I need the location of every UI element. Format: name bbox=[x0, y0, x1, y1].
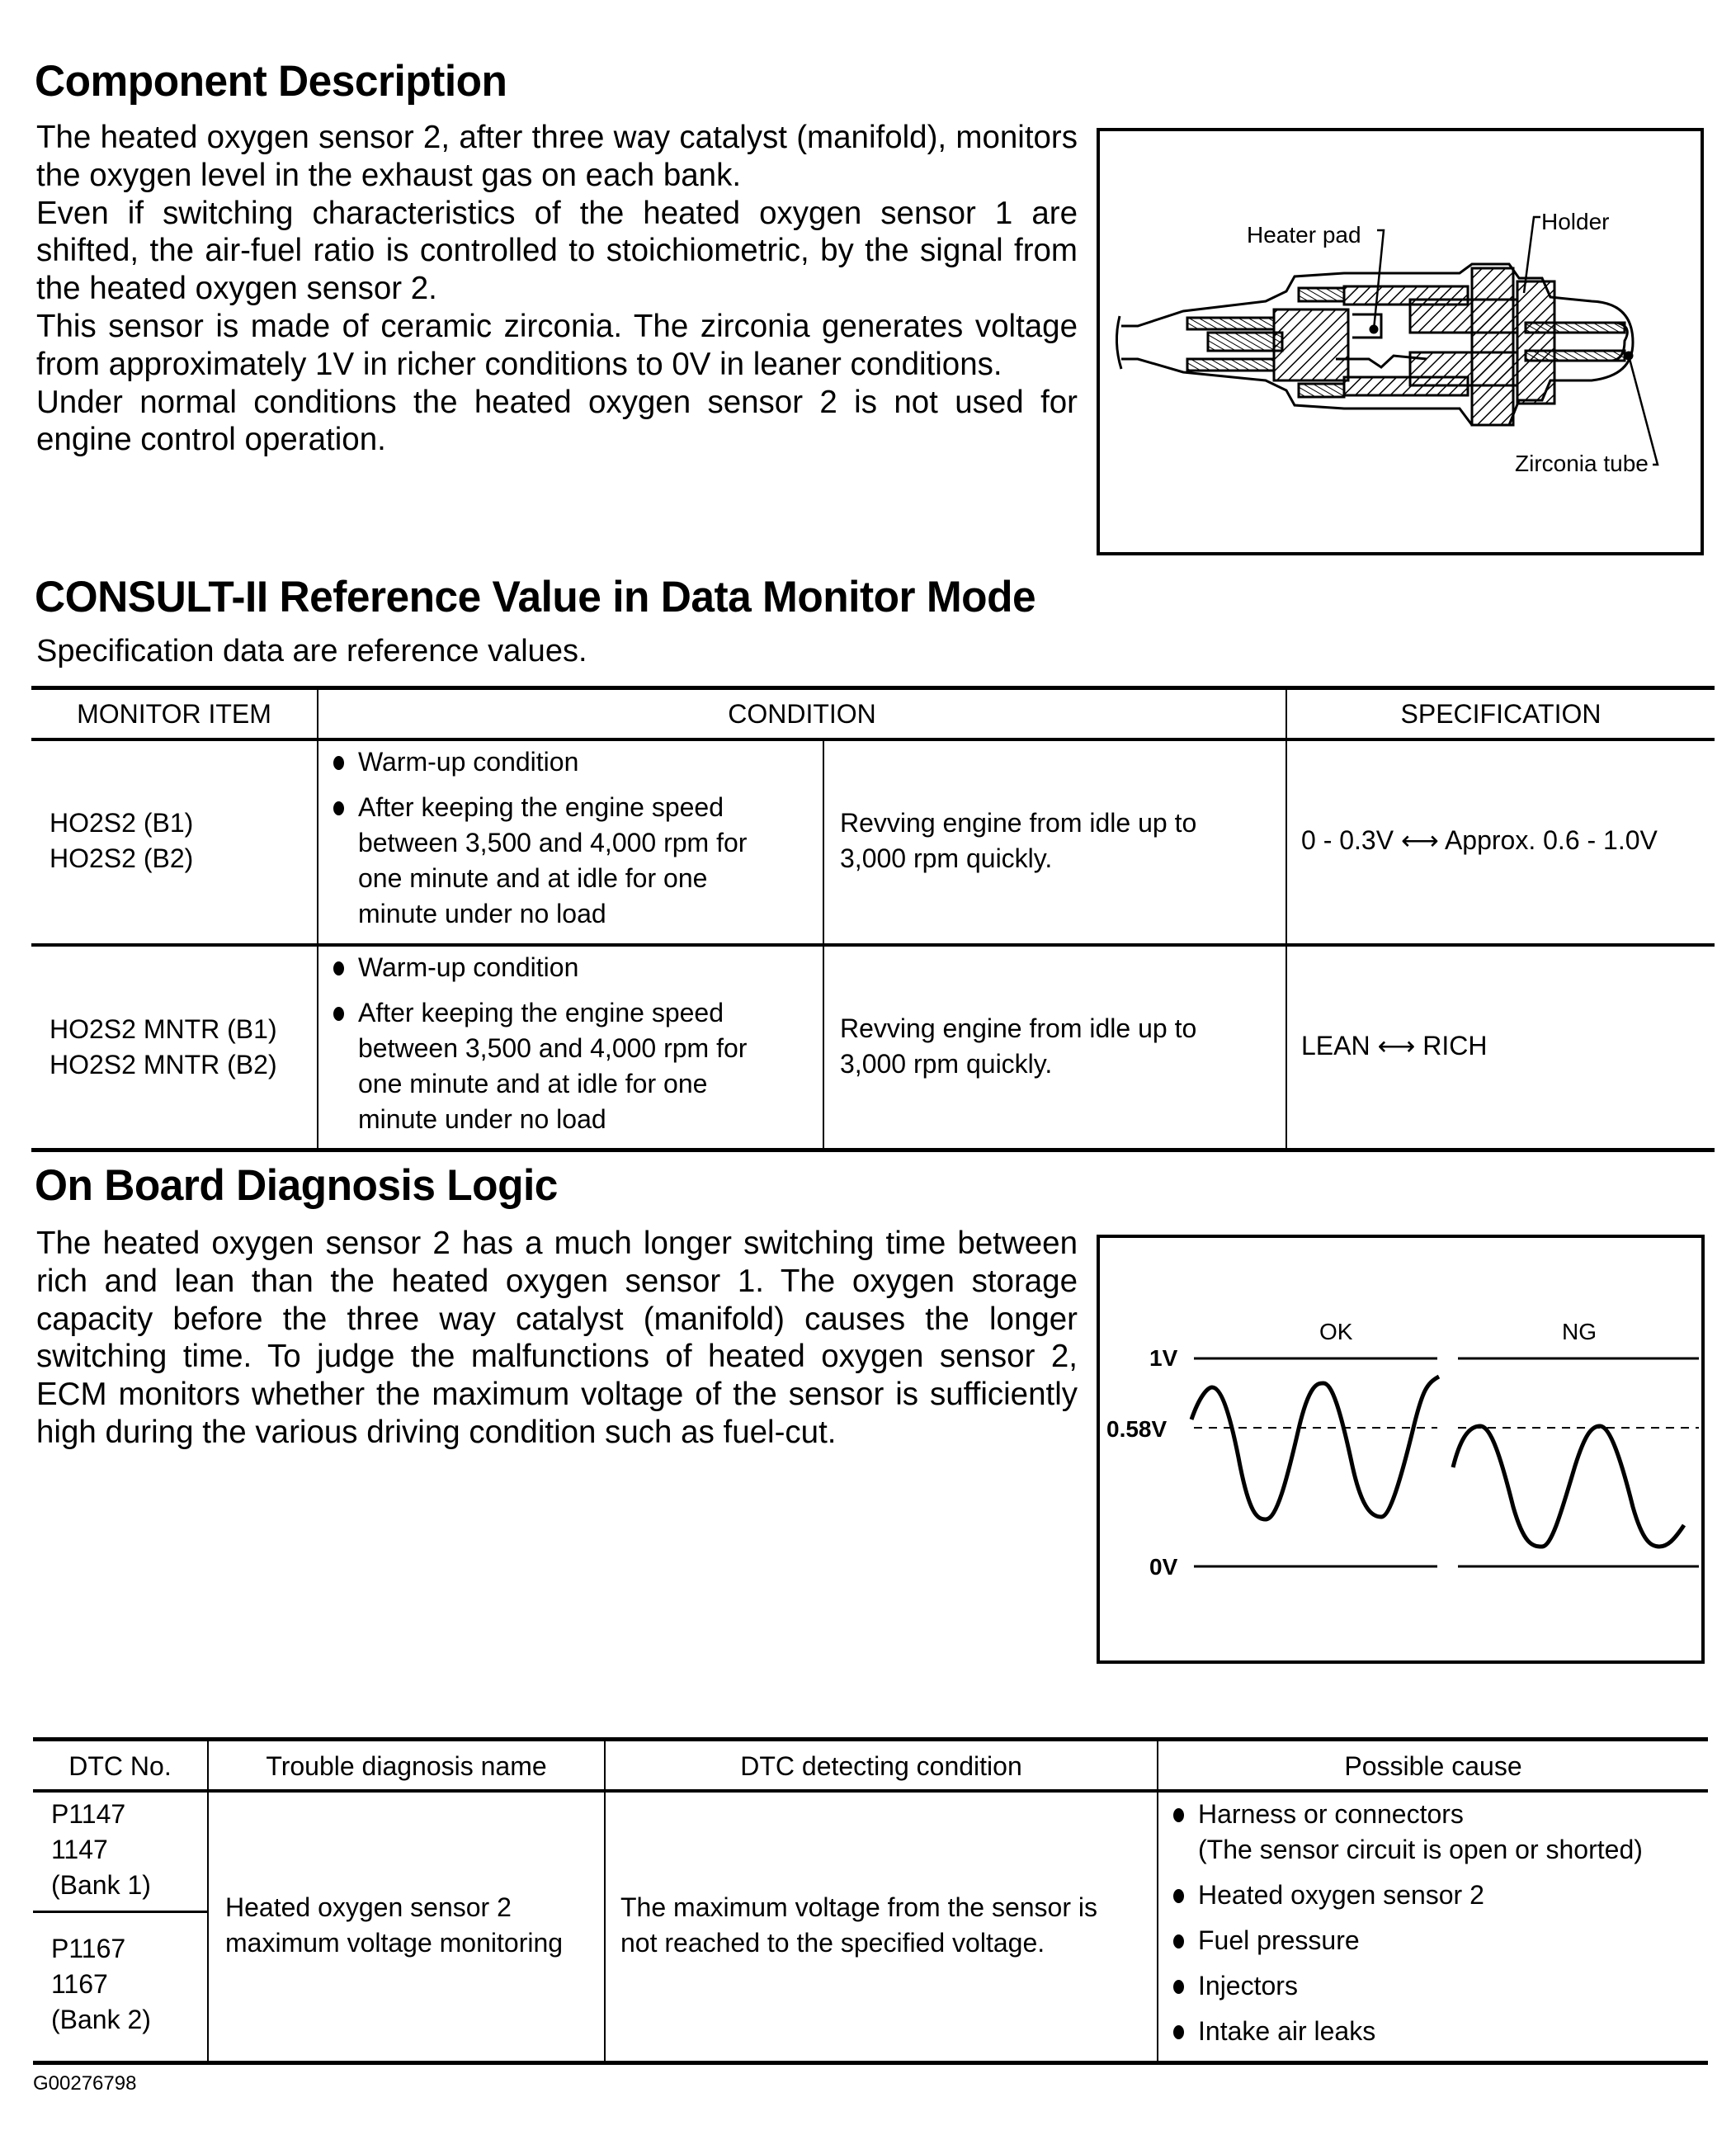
monitor-item: HO2S2 (B1) bbox=[50, 808, 194, 838]
column-divider bbox=[823, 739, 824, 1149]
header-trouble-name: Trouble diagnosis name bbox=[266, 1751, 547, 1781]
bank-divider bbox=[33, 1911, 208, 1913]
obd-logic-text bbox=[36, 1225, 1078, 1452]
heater-pad-label: Heater pad bbox=[1247, 222, 1361, 248]
y-label-0-58v: 0.58V bbox=[1106, 1416, 1168, 1442]
table-header-border bbox=[31, 738, 1715, 741]
dtc-number-bank1: P1147 1147 (Bank 1) bbox=[51, 1799, 151, 1900]
specification-value: 0 - 0.3V ⟷ Approx. 0.6 - 1.0V bbox=[1301, 825, 1658, 855]
paragraph: Under normal conditions the heated oxygen sensor 2 is not used for engine control operation. bbox=[36, 384, 1078, 458]
possible-cause-item: Heated oxygen sensor 2 bbox=[1170, 1878, 1643, 1913]
header-monitor-item: MONITOR ITEM bbox=[77, 699, 271, 729]
zirconia-tube-label: Zirconia tube bbox=[1515, 451, 1649, 476]
column-divider bbox=[1285, 690, 1287, 1149]
sensor-cross-section-diagram bbox=[1097, 128, 1704, 555]
possible-cause-list bbox=[1170, 1797, 1643, 2049]
column-divider bbox=[317, 690, 318, 1149]
table-top-border bbox=[31, 686, 1715, 690]
specification-value: LEAN ⟷ RICH bbox=[1301, 1031, 1488, 1060]
paragraph: The heated oxygen sensor 2 has a much longer switching time between rich and lean than the heated oxygen sensor 1. The oxygen storage capacity before the three way catalyst (manifold) causes the longer switching time. To judge the malfunctions of heated oxygen sensor 2, ECM monitors whether the maximum voltage of the sensor is sufficiently high during the various driving condition such as fuel-cut. bbox=[36, 1226, 1078, 1450]
paragraph: The heated oxygen sensor 2, after three way catalyst (manifold), monitors the oxygen level in the exhaust gas on each bank. bbox=[36, 120, 1078, 193]
column-divider bbox=[1157, 1741, 1158, 2062]
header-possible-cause: Possible cause bbox=[1344, 1751, 1522, 1781]
holder-label: Holder bbox=[1541, 209, 1610, 234]
header-condition: CONDITION bbox=[728, 699, 876, 729]
table-bottom-border bbox=[33, 2061, 1708, 2065]
possible-cause-item: Injectors bbox=[1170, 1968, 1643, 2004]
monitor-item: HO2S2 MNTR (B2) bbox=[50, 1050, 277, 1079]
oxygen-sensor-drawing-icon bbox=[1097, 128, 1704, 555]
paragraph: Even if switching characteristics of the heated oxygen sensor 1 are shifted, the air-fuel ratio is controlled to stoichiometric, by the signal from the heated oxygen sensor 2. bbox=[36, 195, 1078, 307]
ok-label: OK bbox=[1319, 1319, 1353, 1344]
monitor-item: HO2S2 (B2) bbox=[50, 843, 194, 873]
consult-subtitle: Specification data are reference values. bbox=[36, 634, 587, 668]
header-specification: SPECIFICATION bbox=[1400, 699, 1602, 729]
action-text: Revving engine from idle up to 3,000 rpm quickly. bbox=[840, 808, 1197, 873]
possible-cause-item: Fuel pressure bbox=[1170, 1923, 1643, 1958]
possible-cause-item: Intake air leaks bbox=[1170, 2014, 1643, 2049]
y-label-1v: 1V bbox=[1149, 1345, 1178, 1371]
trouble-diagnosis-name: Heated oxygen sensor 2 maximum voltage monitoring bbox=[225, 1892, 564, 1958]
paragraph: This sensor is made of ceramic zirconia. The zirconia generates voltage from approximately 1V in richer conditions to 0V in leaner conditions. bbox=[36, 308, 1078, 382]
table-row bbox=[50, 1012, 277, 1083]
y-label-0v: 0V bbox=[1149, 1554, 1178, 1580]
voltage-graph bbox=[1097, 1235, 1705, 1664]
possible-cause-item: Harness or connectors (The sensor circuit is open or shorted) bbox=[1170, 1797, 1643, 1868]
component-description-heading: Component Description bbox=[35, 57, 507, 106]
table-row bbox=[50, 805, 193, 876]
dtc-detecting-condition: The maximum voltage from the sensor is not reached to the specified voltage. bbox=[620, 1892, 1097, 1958]
condition-item: Warm-up condition bbox=[330, 950, 747, 985]
condition-item: After keeping the engine speed between 3,500 and 4,000 rpm for one minute and at idle for one minute under no load bbox=[330, 790, 747, 932]
column-divider bbox=[207, 1741, 209, 2062]
condition-list bbox=[330, 950, 747, 1137]
header-detecting-condition: DTC detecting condition bbox=[740, 1751, 1022, 1781]
condition-item: After keeping the engine speed between 3,500 and 4,000 rpm for one minute and at idle for one minute under no load bbox=[330, 995, 747, 1137]
column-divider bbox=[604, 1741, 606, 2062]
monitor-item: HO2S2 MNTR (B1) bbox=[50, 1014, 277, 1044]
header-dtc-no: DTC No. bbox=[68, 1751, 172, 1781]
condition-item: Warm-up condition bbox=[330, 744, 747, 780]
dtc-number-bank2: P1167 1167 (Bank 2) bbox=[51, 1934, 151, 2034]
consult-heading: CONSULT-II Reference Value in Data Monitor Mode bbox=[35, 573, 1036, 621]
figure-id: G00276798 bbox=[33, 2072, 137, 2095]
condition-list bbox=[330, 744, 747, 932]
table-row-border bbox=[31, 943, 1715, 947]
component-description-text bbox=[36, 119, 1078, 459]
table-header-border bbox=[33, 1789, 1708, 1793]
action-text: Revving engine from idle up to 3,000 rpm quickly. bbox=[840, 1013, 1197, 1079]
voltage-waveform-chart bbox=[1097, 1235, 1705, 1664]
table-top-border bbox=[33, 1737, 1708, 1741]
obd-logic-heading: On Board Diagnosis Logic bbox=[35, 1161, 558, 1210]
ok-waveform bbox=[1191, 1377, 1439, 1519]
table-bottom-border bbox=[31, 1148, 1715, 1152]
ng-label: NG bbox=[1562, 1319, 1597, 1344]
ng-waveform bbox=[1453, 1426, 1684, 1547]
